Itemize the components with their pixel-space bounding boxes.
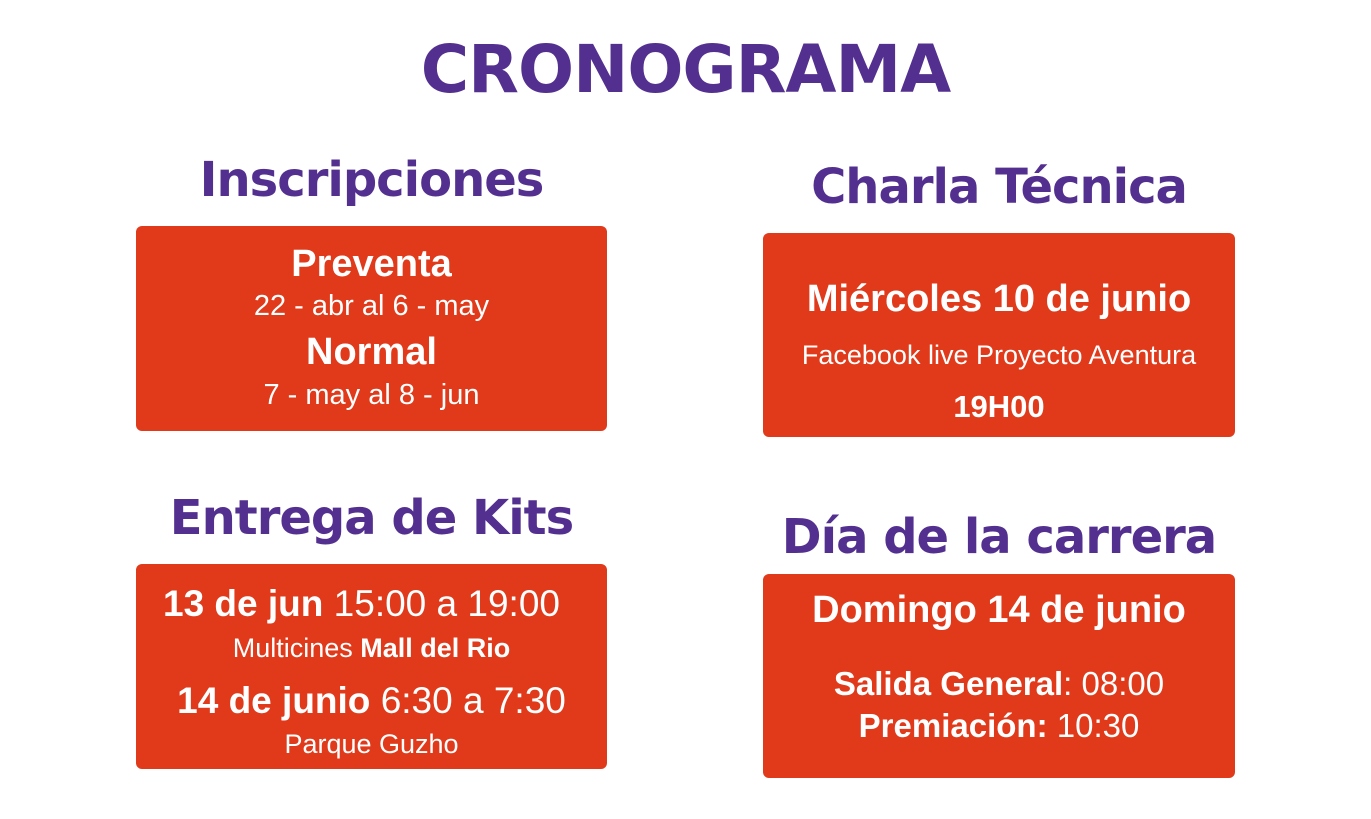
- normal-dates: 7 - may al 8 - jun: [263, 379, 480, 411]
- page-title: CRONOGRAMA: [420, 31, 951, 108]
- carrera-heading: Día de la carrera: [781, 509, 1217, 565]
- kits-day2: [136, 677, 607, 725]
- kits-day1-place: [136, 630, 607, 666]
- kits-day1: [126, 580, 597, 628]
- carrera-date: Domingo 14 de junio: [812, 589, 1186, 631]
- premiacion-label: Premiación:: [858, 707, 1048, 744]
- normal-label: Normal: [306, 331, 437, 373]
- kits-day1-date: 13 de jun: [163, 583, 324, 624]
- carrera-salida: [763, 664, 1235, 704]
- charla-platform: Facebook live Proyecto Aventura: [801, 340, 1197, 370]
- carrera-card: [763, 574, 1235, 778]
- salida-time: 08:00: [1081, 665, 1165, 702]
- kits-day1-place-prefix: Multicines: [232, 633, 353, 663]
- charla-heading: Charla Técnica: [811, 159, 1187, 215]
- preventa-label: Preventa: [291, 243, 452, 285]
- preventa-dates: 22 - abr al 6 - may: [253, 290, 490, 322]
- inscripciones-card: [136, 226, 607, 431]
- salida-separator: :: [1063, 665, 1073, 702]
- salida-label: Salida General: [833, 665, 1064, 702]
- kits-day1-time: 15:00 a 19:00: [333, 583, 560, 624]
- kits-day1-place-name: Mall del Rio: [360, 633, 511, 663]
- premiacion-time: 10:30: [1056, 707, 1140, 744]
- kits-day2-place: Parque Guzho: [284, 729, 459, 759]
- charla-time: 19H00: [953, 389, 1045, 424]
- kits-heading: Entrega de Kits: [169, 490, 574, 546]
- kits-day2-time: 6:30 a 7:30: [380, 680, 566, 721]
- carrera-premiacion: [763, 706, 1235, 746]
- kits-day2-date: 14 de junio: [177, 680, 371, 721]
- charla-card: [763, 233, 1235, 437]
- inscripciones-heading: Inscripciones: [199, 152, 544, 208]
- charla-date: Miércoles 10 de junio: [806, 278, 1192, 320]
- kits-card: [136, 564, 607, 769]
